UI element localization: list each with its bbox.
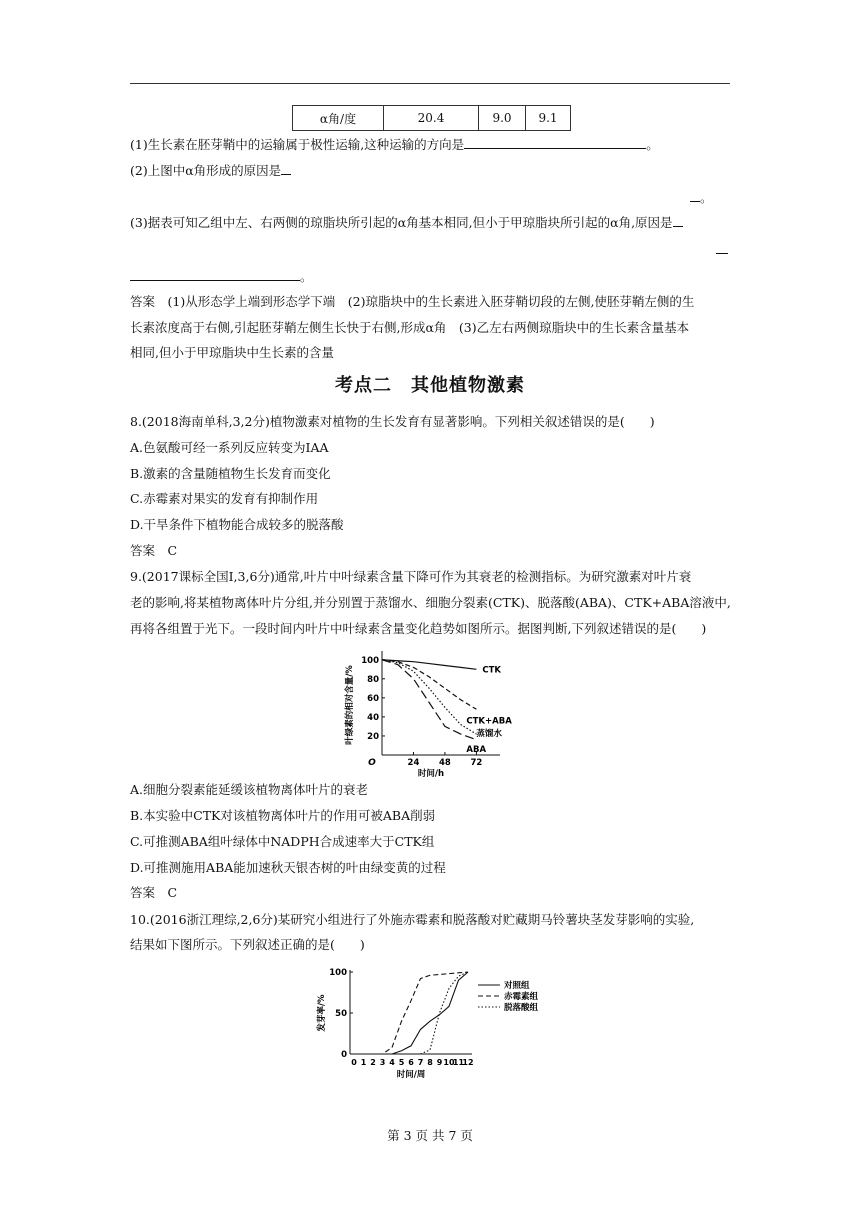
q7-sub3-blank-end: 。 <box>130 268 313 285</box>
x-tick-label: 0 <box>351 1058 357 1067</box>
x-tick-label: 24 <box>407 758 420 768</box>
q9-stem-line3: 再将各组置于光下。一段时间内叶片中叶绿素含量变化趋势如图所示。据图判断,下列叙述错误的是( ) <box>130 621 707 636</box>
q7-sub1: (1)生长素在胚芽鞘中的运输属于极性运输,这种运输的方向是 。 <box>130 137 659 152</box>
origin-label: O <box>368 758 376 768</box>
y-tick-label: 100 <box>329 968 347 978</box>
q10-stem-line2: 结果如下图所示。下列叙述正确的是( ) <box>130 937 365 952</box>
legend-label: 赤霉素组 <box>504 992 539 1002</box>
x-tick-label: 3 <box>379 1058 386 1067</box>
x-axis-label: 时间/周 <box>396 1070 426 1080</box>
q7-sub3-blank-mid <box>716 241 728 258</box>
header-rule <box>130 83 730 84</box>
q8-option-c: C.赤霉素对果实的发育有抑制作用 <box>130 491 319 506</box>
y-tick-label: 20 <box>367 731 379 742</box>
q7-sub2: (2)上图中α角形成的原因是 <box>130 162 291 179</box>
series-line <box>354 972 468 1054</box>
q8-option-d: D.干旱条件下植物能合成较多的脱落酸 <box>130 517 344 532</box>
q9-stem-line1: 9.(2017课标全国Ⅰ,3,6分)通常,叶片中叶绿素含量下降可作为其衰老的检测指标。为研究激素对叶片衰 <box>130 569 692 584</box>
series-label: 蒸馏水 <box>476 729 502 740</box>
x-tick-label: 11 <box>452 1058 465 1067</box>
q7-sub3: (3)据表可知乙组中左、右两侧的琼脂块所引起的α角基本相同,但小于甲琼脂块所引起的α角,原因是 <box>130 214 683 231</box>
q8-option-a: A.色氨酸可经一系列反应转变为IAA <box>130 440 329 455</box>
x-tick-label: 6 <box>408 1058 414 1067</box>
y-axis-label: 叶绿素的相对含量/% <box>345 665 355 745</box>
alpha-angle-table <box>292 105 571 131</box>
q10-stem-line1: 10.(2016浙江理综,2,6分)某研究小组进行了外施赤霉素和脱落酸对贮藏期马铃薯块茎发芽影响的实验, <box>130 912 695 927</box>
x-tick-label: 1 <box>360 1058 367 1067</box>
series-line <box>354 972 468 1054</box>
table-row-label: α角/度 <box>293 106 384 131</box>
y-tick-label: 60 <box>367 693 379 704</box>
series-line <box>354 972 468 1054</box>
y-tick-label: 50 <box>335 1009 347 1019</box>
x-tick-label: 7 <box>417 1058 424 1067</box>
x-tick-label: 2 <box>370 1058 376 1067</box>
y-axis-label: 发芽率/% <box>317 994 327 1032</box>
y-tick-label: 40 <box>367 712 379 723</box>
answer-blank <box>716 241 728 254</box>
q8-option-b: B.激素的含量随植物生长发育而变化 <box>130 466 331 481</box>
chlorophyll-chart <box>340 645 520 777</box>
y-tick-label: 0 <box>341 1050 347 1060</box>
x-tick-label: 8 <box>427 1058 433 1067</box>
answer-blank <box>130 268 300 281</box>
table-cell: 9.0 <box>479 106 526 131</box>
legend-label: 脱落酸组 <box>504 1003 539 1013</box>
series-label: ABA <box>466 744 487 755</box>
q9-option-a: A.细胞分裂素能延缓该植物离体叶片的衰老 <box>130 782 369 797</box>
q9-stem-line2: 老的影响,将某植物离体叶片分组,并分别置于蒸馏水、细胞分裂素(CTK)、脱落酸(ABA)、CTK+ABA溶液中, <box>130 595 731 610</box>
y-tick-label: 100 <box>361 655 379 666</box>
q9-option-d: D.可推测施用ABA能加速秋天银杏树的叶由绿变黄的过程 <box>130 860 446 875</box>
answer-blank <box>281 162 291 175</box>
q9-option-c: C.可推测ABA组叶绿体中NADPH合成速率大于CTK组 <box>130 834 435 849</box>
page-footer: 第 3 页 共 7 页 <box>387 1128 473 1143</box>
x-tick-label: 12 <box>462 1058 474 1067</box>
q9-option-b: B.本实验中CTK对该植物离体叶片的作用可被ABA削弱 <box>130 808 436 823</box>
y-tick-label: 80 <box>367 674 379 685</box>
q7-answer-line3: 相同,但小于甲琼脂块中生长素的含量 <box>130 345 334 360</box>
series-label: CTK+ABA <box>466 716 512 727</box>
q7-sub2-blank-end: 。 <box>690 189 713 206</box>
q8-answer: 答案 C <box>130 543 178 558</box>
q9-answer: 答案 C <box>130 885 178 900</box>
answer-blank <box>673 214 683 227</box>
x-tick-label: 5 <box>398 1058 405 1067</box>
q7-answer-line2: 长素浓度高于右侧,引起胚芽鞘左侧生长快于右侧,形成α角 (3)乙左右两侧琼脂块中的生长素含量基本 <box>130 320 690 335</box>
table-cell: 20.4 <box>384 106 479 131</box>
x-tick-label: 4 <box>389 1058 395 1067</box>
series-line <box>382 660 476 734</box>
section-title: 考点二 其他植物激素 <box>335 375 525 396</box>
q7-answer-line1: 答案 (1)从形态学上端到形态学下端 (2)琼脂块中的生长素进入胚芽鞘切段的左侧,使胚芽鞘左侧的生 <box>130 294 695 309</box>
x-tick-label: 72 <box>470 758 483 768</box>
answer-blank <box>690 189 700 202</box>
x-axis-label: 时间/h <box>417 769 445 777</box>
legend-label: 对照组 <box>504 981 530 991</box>
series-line <box>382 660 476 740</box>
x-tick-label: 48 <box>439 758 451 768</box>
table-cell: 9.1 <box>526 106 571 131</box>
series-label: CTK <box>482 665 502 676</box>
q8-stem: 8.(2018海南单科,3,2分)植物激素对植物的生长发育有显著影响。下列相关叙述错误的是( ) <box>130 414 655 429</box>
x-tick-label: 9 <box>436 1058 443 1067</box>
answer-blank <box>464 136 646 149</box>
germination-chart <box>310 962 550 1088</box>
x-tick-label: 10 <box>443 1058 455 1067</box>
